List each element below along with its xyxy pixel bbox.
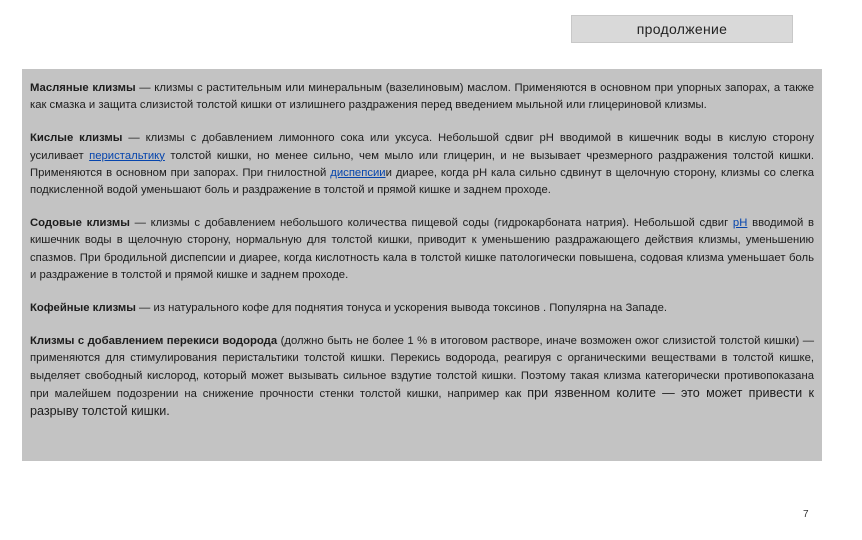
paragraph-text: — клизмы с добавлением лимонного сока или уксуса. Небольшой сдвиг рН вводимой в кишечник воды в кислую сторону усиливает: [30, 132, 814, 162]
paragraph-peroxide-enemas: [30, 333, 814, 421]
term-acid-enemas: Кислые клизмы: [30, 132, 123, 145]
page-number: 7: [803, 509, 809, 520]
paragraph-text: толстой кишки, но менее сильно, чем мыло или глицерин, и не вызывает чрезмерного раздражения толстой кишки. Применяются в основном при запорах. При гнилостной: [30, 149, 814, 179]
link-ph[interactable]: рН: [732, 217, 748, 230]
link-peristalsis[interactable]: перистальтику: [89, 149, 165, 162]
paragraph-soda-enemas: [30, 215, 814, 284]
paragraph-text: и диарее, когда рН кала сильно сдвинут в щелочную сторону, клизмы со слегка подкисленной водой уменьшают боль и раздражение в толстой и прямой кишке и заднем проходе.: [30, 166, 814, 197]
continuation-label: продолжение: [636, 21, 728, 37]
term-peroxide-enemas: Клизмы с добавлением перекиси водорода: [30, 335, 278, 348]
paragraph-coffee-enemas: [30, 300, 814, 317]
paragraph-text: — из натурального кофе для поднятия тонуса и ускорения вывода токсинов . Популярна на Западе.: [135, 302, 668, 315]
term-soda-enemas: Содовые клизмы: [30, 217, 130, 230]
continuation-header: [571, 15, 793, 43]
content-panel: [22, 69, 822, 461]
paragraph-text: — клизмы с добавлением небольшого количества пищевой соды (гидрокарбоната натрия). Небольшой сдвиг: [129, 217, 733, 230]
paragraph-text: вводимой в кишечник воды в щелочную сторону, нормальную для толстой кишки, приводит к уменьшению раздражающего действия клизмы, уменьшению спазмов. При бродильной диспепсии и диарее, когда кислотность кала в толстой кишке патологически повышена, содовая клизма уменьшает боль и раздражение в толстой и прямой кишке и заднем проходе.: [30, 217, 815, 281]
paragraph-text: (должно быть не более 1 % в итоговом растворе, иначе возможен ожог слизистой толстой кишки) — применяются для стимулирования перистальтики толстой кишки. Перекись водорода, реагируя с органическими веществами в толстой кишке, выделяет свободный кислород, который может вызывать сильное вздутие толстой кишки. Поэтому такая клизма категорически противопоказана при малейшем подозрении на снижение прочности стенки толстой кишки, например как: [30, 335, 815, 400]
term-coffee-enemas: Кофейные клизмы: [30, 302, 136, 315]
paragraph-text: — клизмы с растительным или минеральным (вазелиновым) маслом. Применяются в основном при упорных запорах, а также как смазка и защита слизистой толстой кишки от излишнего раздражения перед введением мыльной или глицериновой клизмы.: [30, 82, 814, 112]
link-dyspepsia[interactable]: диспепсии: [330, 166, 386, 179]
paragraph-oil-enemas: [30, 80, 814, 114]
paragraph-acid-enemas: [30, 130, 814, 199]
term-oil-enemas: Масляные клизмы: [30, 82, 136, 94]
paragraph-text-large: при язвенном колите — это может привести к разрыву толстой кишки.: [30, 385, 814, 419]
